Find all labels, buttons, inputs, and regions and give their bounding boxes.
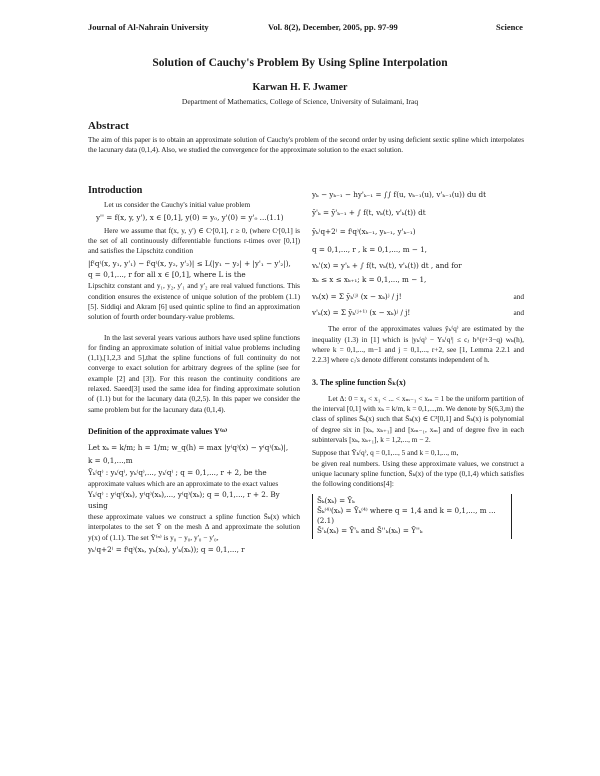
equation-right-1: yₖ − yₖ₋₁ − hy'ₖ₋₁ = ∫∫ f(u, vₖ₋₁(u), v'ₖ₋₁(u)) du dt	[312, 190, 487, 199]
condition-1: S̄ₖ(xₖ) = Ȳₖ	[317, 495, 355, 505]
section-label: Science	[496, 22, 523, 32]
exact-values-set: Yₖ⁽q⁾ : y⁽q⁾(xₖ), y⁽q⁾(xₖ),..., y⁽q⁾(xₖ); q = 0,1,..., r + 2. By using	[88, 490, 280, 510]
approx-values-set: Ȳₖ⁽q⁾ : yₖ⁽q⁾, yₖ⁽q⁾,..., yₖ⁽q⁾ ; q = 0,1,..., r + 2, be the	[88, 467, 267, 477]
conjunction-and-2: and	[513, 308, 524, 318]
left-column	[88, 186, 300, 555]
spline-paragraph-1: Let Δ: 0 = x₀ < x₁ < ... < xₘ₋₁ < xₘ = 1 be the uniform partition of the interval [0,1] with xₖ = k/m, k = 0,1,...,m. We denote by S(6,3,m) the class of splines S̄ₖ(x) such that S̄ₖ(x) ∈ C³[0,1] and S̄ₖ(x) is polynomial of degree six in [xₖ, xₖ₊₁] and [xₘ₋₁, xₘ] and of degree five in each subintervals [xₖ, xₖ₊₁], k = 1,2,..., m − 2.	[312, 393, 524, 445]
intro-paragraph-4: In the last several years various authors have used spline functions for finding an approximate solution of initial value problems including (1,1),[1,2,3 and 5],that the spline functions of full continuity do not converge to exact solution for arbitrary degrees of the spline (see for example [2] and [3]). For this reason the continuity conditions are relaxed. Saeed[3] used the same idea for finding approximate solution of (1.1) but for the lacunary data (0,2,5). In this paper we consider the same problem but for the lacunary data (0,1,4).	[88, 332, 300, 414]
equation-right-4: q = 0,1,..., r , k = 0,1,..., m − 1,	[312, 244, 427, 254]
abstract-heading: Abstract	[88, 120, 129, 132]
equation-right-7-row	[312, 292, 524, 302]
intro-paragraph-1: Let us consider the Cauchy's initial value problem	[104, 200, 251, 210]
lipschitz-range: q = 0,1,..., r for all x ∈ [0,1], where L is the	[88, 270, 246, 280]
equation-right-2: ȳ'ₖ = ȳ'ₖ₋₁ + ∫ f(t, vₖ(t), v'ₖ(t)) dt	[312, 208, 426, 218]
journal-name: Journal of Al-Nahrain University	[88, 22, 209, 32]
approx-paragraph-2: these approximate values we construct a spline function S̄ₖ(x) which interpolates to the set Ȳ on the mesh Δ and approximate the solution y(x) of (1.1). The set Ȳ⁽ⁿ⁾ is y₀ − y₀, y'₀ − y'₀,	[88, 512, 300, 542]
approx-values-heading: Definition of the approximate values Y⁽ⁿ⁾	[88, 426, 228, 436]
equation-right-8: v'ₖ(x) = Σ ȳₖ⁽ʲ⁺¹⁾ (x − xₖ)ʲ / j!	[312, 308, 411, 318]
approx-recursion: yₖ⁽q+2⁾ = f⁽q⁾(xₖ, yₖ(xₖ), y'ₖ(xₖ)); q = 0,1,..., r	[88, 544, 245, 554]
interpolation-conditions	[312, 494, 512, 539]
spline-paragraph-2: Suppose that Ȳₖ⁽q⁾, q = 0,1,..., 5 and k = 0,1,..., m,	[312, 448, 459, 458]
definition-mesh: Let xₖ = k/m; h = 1/m; w_q(h) = max |y⁽q⁾(x) − y⁽q⁾(xₖ)|,	[88, 443, 289, 453]
lipschitz-condition: |f⁽q⁾(x, y₁, y'₁) − f⁽q⁾(x, y₂, y'₂)| ≤ L(|y₁ − y₂| + |y'₁ − y'₂|),	[88, 258, 291, 268]
paper-title: Solution of Cauchy's Problem By Using Spline Interpolation	[152, 57, 448, 69]
equation-right-6: xₖ ≤ x ≤ xₖ₊₁; k = 0,1,..., m − 1,	[312, 275, 427, 285]
equation-right-8-row	[312, 308, 524, 318]
right-column	[312, 190, 524, 539]
spline-paragraph-3: be given real numbers. Using these approximate values, we construct a unique lacunary spline function, S̄ₖ(x) of the type (0,1,4) which satisfies the following conditions[4]:	[312, 458, 524, 489]
equation-1-1: y'' = f(x, y, y'), x ∈ [0,1], y(0) = y₀, y'(0) = y'₀ ...(1.1)	[96, 212, 284, 222]
condition-2: S̄ₖ⁽⁴⁾(xₖ) = Ȳₖ⁽⁴⁾ where q = 1,4 and k = 0,1,..., m ... (2.1)	[317, 505, 496, 526]
definition-k-range: k = 0,1,...,m	[88, 455, 133, 465]
author-name: Karwan H. F. Jwamer	[252, 82, 348, 93]
intro-paragraph-2: Here we assume that f(x, y, y') ∈ Cʳ[0,1], r ≥ 0, (where Cʳ[0,1] is the set of all continuously differentiable functions r-times over [0,1]) and satisfies the Lipschitz condition	[88, 225, 300, 256]
error-estimate-paragraph: The error of the approximates values ȳₖ⁽q⁾ are estimated by the inequality (1.3) in [1] which is |yₖ⁽q⁾ − Yₖ⁽q⁾| ≤ cⱼ h^(r+3−q) wₖ(h), where k = 0,1,..., m−1 and j = 0,1,..., r+2, see [1, Lemma 2.2.1 and 2.2.3] where cⱼ's denote different constants independent of h.	[312, 324, 524, 365]
abstract-text: The aim of this paper is to obtain an approximate solution of Cauchy's problem of the second order by using deficient sextic spline which interpolates the lacunary data (0,1,4). Also, we studied the convergence for the approximate solution to the exact solution.	[88, 136, 524, 154]
conjunction-and-1: and	[513, 291, 524, 301]
author-affiliation: Department of Mathematics, College of Science, University of Sulaimani, Iraq	[181, 97, 419, 106]
intro-paragraph-3: Lipschitz constant and y₁, y₂, y'₁ and y'₂ are real valued functions. This condition ensures the existence of unique solution of the problem (1.1) [5]. Siddiqi and Akram [6] used quintic spline to find an approximation solution of fourth order boundary-value problems.	[88, 281, 300, 322]
introduction-heading: Introduction	[88, 185, 143, 196]
volume-info: Vol. 8(2), December, 2005, pp. 97-99	[268, 22, 398, 32]
equation-right-3: ȳₖ⁽q+2⁾ = f⁽q⁾(xₖ₋₁, yₖ₋₁, y'ₖ₋₁)	[312, 226, 416, 236]
approx-paragraph-1: approximate values which are an approximate to the exact values	[88, 479, 279, 489]
spline-function-heading: 3. The spline function S̄ₖ(x)	[312, 377, 406, 387]
equation-right-5: vₖ'(x) = y'ₖ + ∫ f(t, vₖ(t), v'ₖ(t)) dt , and for	[312, 261, 462, 271]
equation-right-7: vₖ(x) = Σ ȳₖ⁽ʲ⁾ (x − xₖ)ʲ / j!	[312, 291, 402, 301]
condition-3: S̄'ₖ(xₖ) = Ȳ'ₖ and S̄''ₖ(xₖ) = Ȳ''ₖ	[317, 526, 423, 536]
